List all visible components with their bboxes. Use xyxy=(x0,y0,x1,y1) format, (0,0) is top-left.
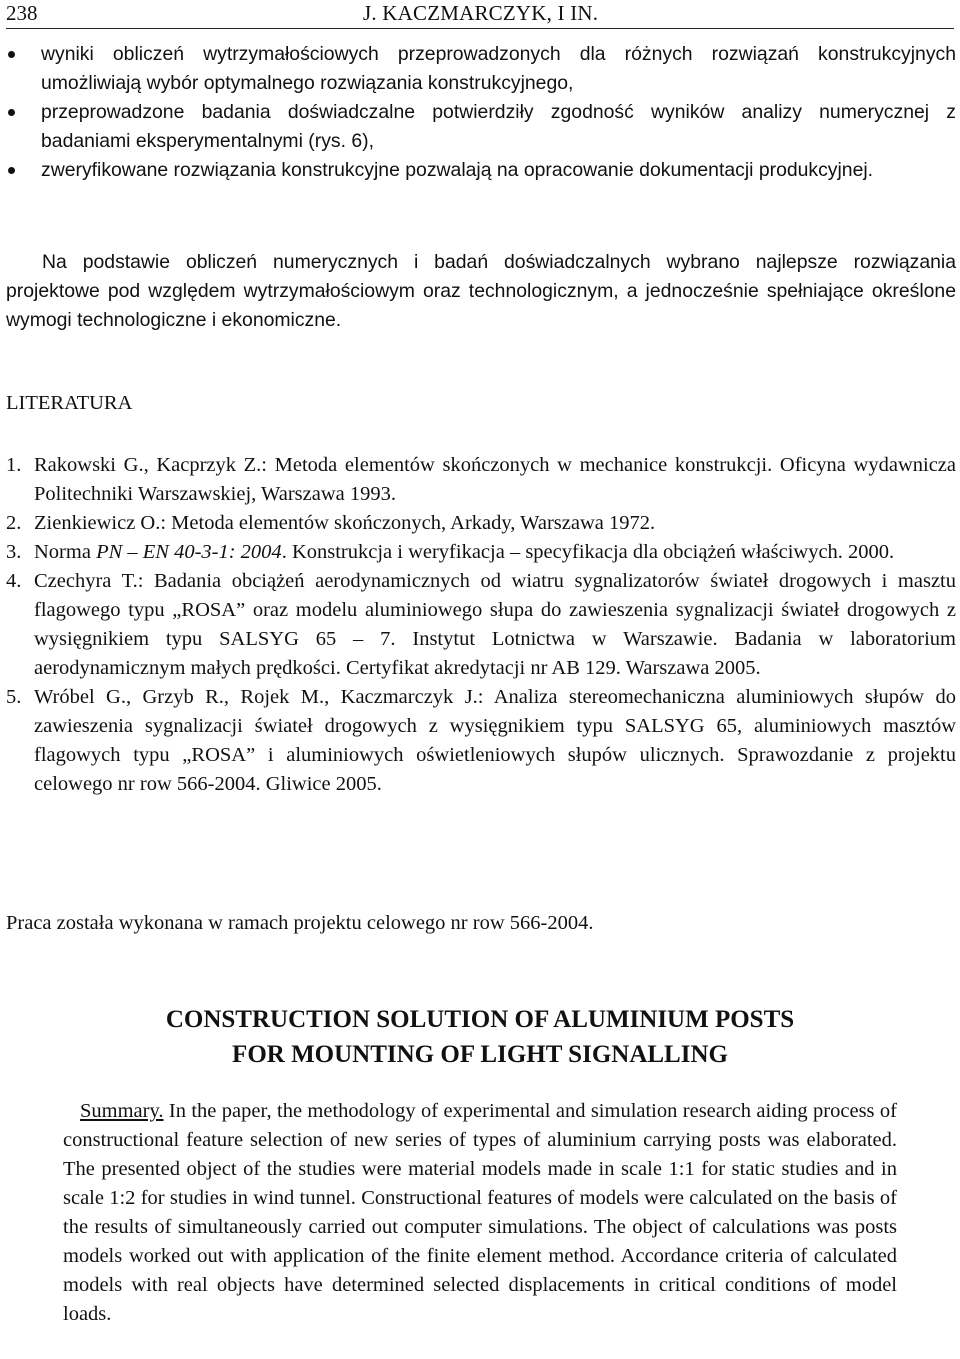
acknowledgement: Praca została wykonana w ramach projektu celowego nr row 566-2004. xyxy=(6,912,594,934)
literature-heading: LITERATURA xyxy=(6,392,133,414)
page-number: 238 xyxy=(6,1,38,25)
conclusion-text: zweryfikowane rozwiązania konstrukcyjne pozwalają na opracowanie dokumentacji produkcyjnej. xyxy=(41,159,874,181)
conclusion-text: wyniki obliczeń wytrzymałościowych przeprowadzonych dla różnych rozwiązań konstrukcyjnych umożliwiają wybór optymalnego rozwiązania konstrukcyjnego, xyxy=(41,43,956,94)
reference-item xyxy=(6,683,956,799)
conclusion-item xyxy=(6,40,956,98)
reference-text-continued: . Konstrukcja i weryfikacja – specyfikacja dla obciążeń właściwych. 2000. xyxy=(281,541,895,563)
conclusion-paragraph: Na podstawie obliczeń numerycznych i badań doświadczalnych wybrano najlepsze rozwiązania projektowe pod względem wytrzymałościowym oraz technologicznym, a jednocześnie spełniające określone wymogi technologiczne i ekonomiczne. xyxy=(6,251,956,331)
header-rule xyxy=(6,28,954,29)
conclusions-list xyxy=(6,40,956,185)
reference-text: Czechyra T.: Badania obciążeń aerodynamicznych od wiatru sygnalizatorów świateł drogowych i masztu flagowego typu „ROSA” oraz modelu aluminiowego słupa do zawieszenia sygnalizacji świateł drogowych z wysięgnikiem typu SALSYG 65 – 7. Instytut Lotnictwa w Warszawie. Badania w laboratorium aerodynamicznym małych prędkości. Certyfikat akredytacji nr AB 129. Warszawa 2005. xyxy=(34,570,956,679)
reference-text: Zienkiewicz O.: Metoda elementów skończonych, Arkady, Warszawa 1972. xyxy=(34,512,656,534)
reference-standard-code: PN – EN 40-3-1: 2004 xyxy=(96,541,282,563)
conclusion-item xyxy=(6,156,956,185)
english-title xyxy=(0,1002,960,1072)
bullet-icon xyxy=(8,167,15,174)
summary-label: Summary. xyxy=(80,1100,164,1122)
reference-item xyxy=(6,538,956,567)
reference-number: 1. xyxy=(6,454,22,476)
conclusion-text: przeprowadzone badania doświadczalne potwierdziły zgodność wyników analizy numerycznej z badaniami eksperymentalnymi (rys. 6), xyxy=(41,101,956,152)
reference-text: Wróbel G., Grzyb R., Rojek M., Kaczmarczyk J.: Analiza stereomechaniczna aluminiowych słupów do zawieszenia sygnalizacji świateł drogowych z wysięgnikiem typu SALSYG 65, aluminiowych masztów flagowych typu „ROSA” i aluminiowych oświetleniowych słupów ulicznych. Sprawozdanie z projektu celowego nr row 566-2004. Gliwice 2005. xyxy=(34,686,956,795)
page-header xyxy=(0,0,960,30)
reference-text: Norma xyxy=(34,541,97,563)
reference-item xyxy=(6,509,956,538)
summary-text: In the paper, the methodology of experimental and simulation research aiding process of constructional feature selection of new series of types of aluminium carrying posts was elaborated. The presented object of the studies were material models made in scale 1:1 for static studies and in scale 1:2 for studies in wind tunnel. Constructional features of models were calculated on the basis of the results of simultaneously carried out computer simulations. The object of calculations was posts models worked out with application of the finite element method. Accordance criteria of calculated models with real objects have determined selected displacements in critical conditions of model loads. xyxy=(63,1100,897,1325)
english-summary xyxy=(63,1097,897,1329)
reference-item xyxy=(6,567,956,683)
english-title-line-1: CONSTRUCTION SOLUTION OF ALUMINIUM POSTS xyxy=(165,1006,795,1033)
reference-number: 5. xyxy=(6,686,22,708)
english-title-line-2: FOR MOUNTING OF LIGHT SIGNALLING xyxy=(232,1041,728,1068)
reference-item xyxy=(6,451,956,509)
reference-number: 3. xyxy=(6,541,22,563)
conclusion-item xyxy=(6,98,956,156)
bullet-icon xyxy=(8,51,15,58)
running-head: J. KACZMARCZYK, I IN. xyxy=(363,1,599,25)
bullet-icon xyxy=(8,109,15,116)
reference-list xyxy=(6,451,956,799)
reference-number: 2. xyxy=(6,512,22,534)
reference-text: Rakowski G., Kacprzyk Z.: Metoda elementów skończonych w mechanice konstrukcji. Oficyna wydawnicza Politechniki Warszawskiej, Warszawa 1993. xyxy=(34,454,956,505)
reference-number: 4. xyxy=(6,570,22,592)
